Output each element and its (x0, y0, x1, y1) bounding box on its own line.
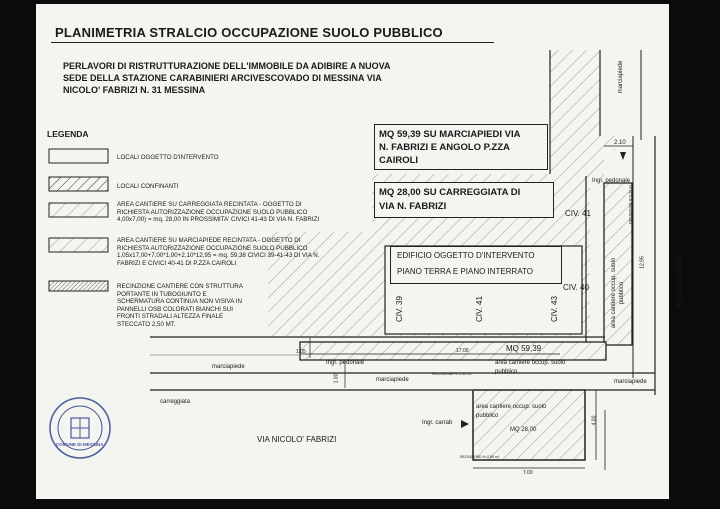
legend-item-5-line-2: PORTANTE IN TUBOGIUNTO E (117, 290, 207, 298)
dim-1-00: 1.00 (333, 373, 340, 384)
note-edificio-line-1: EDIFICIO OGGETTO D'INTERVENTO (397, 251, 535, 260)
dim-2-10: 2.10 (614, 140, 626, 146)
legend-item-5-line-3: SCHERMATURA CONTINUA NON VISIVA IN (117, 298, 242, 305)
dim-7-00: 7.00 (523, 470, 533, 476)
label-civ-41-vertical: CIV. 41 (475, 296, 484, 322)
label-civ-41-horizontal: CIV. 41 (565, 209, 591, 218)
legend-item-5-line-5: FRONTI STRADALI ALTEZZA FINALE (117, 313, 224, 320)
legend-swatch-confinanti (49, 177, 108, 191)
legend-item-4-line-2: RICHIESTA AUTORIZZAZIONE OCCUPAZIONE SUOLO PUBBLICO (117, 244, 308, 252)
note-carreggiata-line-2: VIA N. FABRIZI (379, 201, 447, 212)
dim-4-00: 4.00 (591, 415, 598, 426)
legend-swatch-intervento (49, 149, 108, 163)
area-vertical-label-line-1: area cantiere occup. suolo (611, 257, 617, 329)
note-edificio-line-2: PIANO TERRA E PIANO INTERRATO (397, 267, 534, 276)
label-marciapiede-left: marciapiede (212, 364, 245, 370)
dim-12-95: 12.95 (639, 256, 646, 269)
label-ingr-pedonale-bottom: Ingr. pedonale (326, 360, 365, 366)
header-line-1: PERLAVORI DI RISTRUTTURAZIONE DELL'IMMOBILE DA ADIBIRE A NUOVA (63, 61, 391, 71)
stamp-text: COMUNE DI MESSINA (56, 442, 104, 447)
legend-swatch-marciapiede (49, 238, 108, 252)
label-ingr-pedonale-right: Ingr. pedonale (592, 178, 631, 184)
legend-item-3-line-3: 4,00x7,00) = mq. 28,00 IN PROSSIMITA' CIVICI 41-43 DI VIA N. FABRIZI (117, 216, 320, 223)
label-civ-39: CIV. 39 (395, 296, 404, 322)
label-marciapiede-top: marciapiede (618, 60, 624, 94)
area-horizontal-sidewalk (300, 342, 606, 360)
legend-item-3-line-1: AREA CANTIERE SU CARREGGIATA RECINTATA - OGGETTO DI (117, 201, 302, 208)
note-box-marciapiedi (374, 124, 548, 170)
label-marciapiede-right: marciapiede (614, 379, 647, 385)
legend-item-5-line-6: STECCATO 2,50 MT. (117, 320, 176, 328)
label-marciapiede-mid: marciapiede (376, 377, 409, 383)
label-piazza-cairoli: P.ZZA CAIROLI (675, 251, 684, 307)
label-civ-43: CIV. 43 (550, 296, 559, 322)
note-marciapiedi-line-3: CAIROLI (379, 155, 419, 166)
area-marciapiede-label-line-1: area cantiere occup. suolo (495, 360, 566, 366)
label-recinzione-horizontal: RECINZIONE H=2,50 ml. (432, 372, 472, 376)
legend-item-2: LOCALI CONFINANTI (117, 183, 179, 190)
area-carreggiata (473, 390, 585, 460)
dim-17-00: 17.00 (456, 348, 469, 354)
note-carreggiata-line-1: MQ 28,00 SU CARREGGIATA DI (379, 187, 521, 198)
area-carreggiata-label-line-2: pubblico (476, 413, 499, 419)
label-via-nicolo-fabrizi: VIA NICOLO' FABRIZI (257, 435, 337, 444)
legend-item-5-line-4: PANNELLI OSB COLORATI BIANCHI SUI (117, 305, 233, 313)
legend-title: LEGENDA (47, 129, 89, 139)
label-civ-40: CIV. 40 (563, 283, 589, 292)
label-recinzione-road: RECINZIONE H=2,50 ml. (460, 455, 500, 459)
legend-swatch-carreggiata (49, 203, 108, 217)
area-vertical-label-line-2: pubblico (619, 281, 625, 305)
label-ingr-carrabile: Ingr. carrab (422, 420, 453, 426)
legend-item-5-line-1: RECINZIONE CANTIERE CON STRUTTURA (117, 283, 243, 290)
legend-item-1: LOCALI OGGETTO D'INTERVENTO (117, 154, 219, 161)
legend-item-4-line-3: 1,05x17,00+7,00*1,00+2,10*12,95 = mq. 59,38 CIVICI 39-41-43 DI VIA N. (117, 252, 320, 259)
label-carreggiata: carreggiata (160, 399, 191, 405)
legend-item-3-line-2: RICHIESTA AUTORIZZAZIONE OCCUPAZIONE SUOLO PUBBLICO (117, 208, 308, 216)
note-marciapiedi-line-2: N. FABRIZI E ANGOLO P.ZZA (379, 142, 510, 153)
legend-item-4-line-1: AREA CANTIERE SU MARCIAPIEDE RECINTATA - OGGETTO DI (117, 237, 301, 244)
area-carreggiata-label-line-1: area cantiere occup. suolo (476, 404, 547, 410)
header-line-3: NICOLO' FABRIZI N. 31 MESSINA (63, 85, 206, 95)
note-box-carreggiata (374, 182, 554, 218)
page-title: PLANIMETRIA STRALCIO OCCUPAZIONE SUOLO PUBBLICO (55, 25, 443, 40)
label-mq-59: MQ 59,39 (506, 344, 542, 353)
note-box-edificio (390, 246, 562, 284)
area-marciapiede-label-line-2: pubblico (495, 369, 518, 375)
header-line-2: SEDE DELLA STAZIONE CARABINIERI ARCIVESCOVADO DI MESSINA VIA (63, 73, 382, 83)
dim-1-05: 1.05 (296, 349, 306, 355)
label-recinzione-vertical: RECINZIONE H=2,50 ml. (628, 184, 633, 224)
note-marciapiedi-line-1: MQ 59,39 SU MARCIAPIEDI VIA (379, 129, 521, 140)
legend-swatch-recinzione (49, 281, 108, 291)
label-mq-28: MQ 28,00 (510, 427, 537, 433)
legend-item-4-line-4: FABRIZI E CIVICI 40-41 DI P.ZZA CAIROLI (117, 259, 237, 267)
